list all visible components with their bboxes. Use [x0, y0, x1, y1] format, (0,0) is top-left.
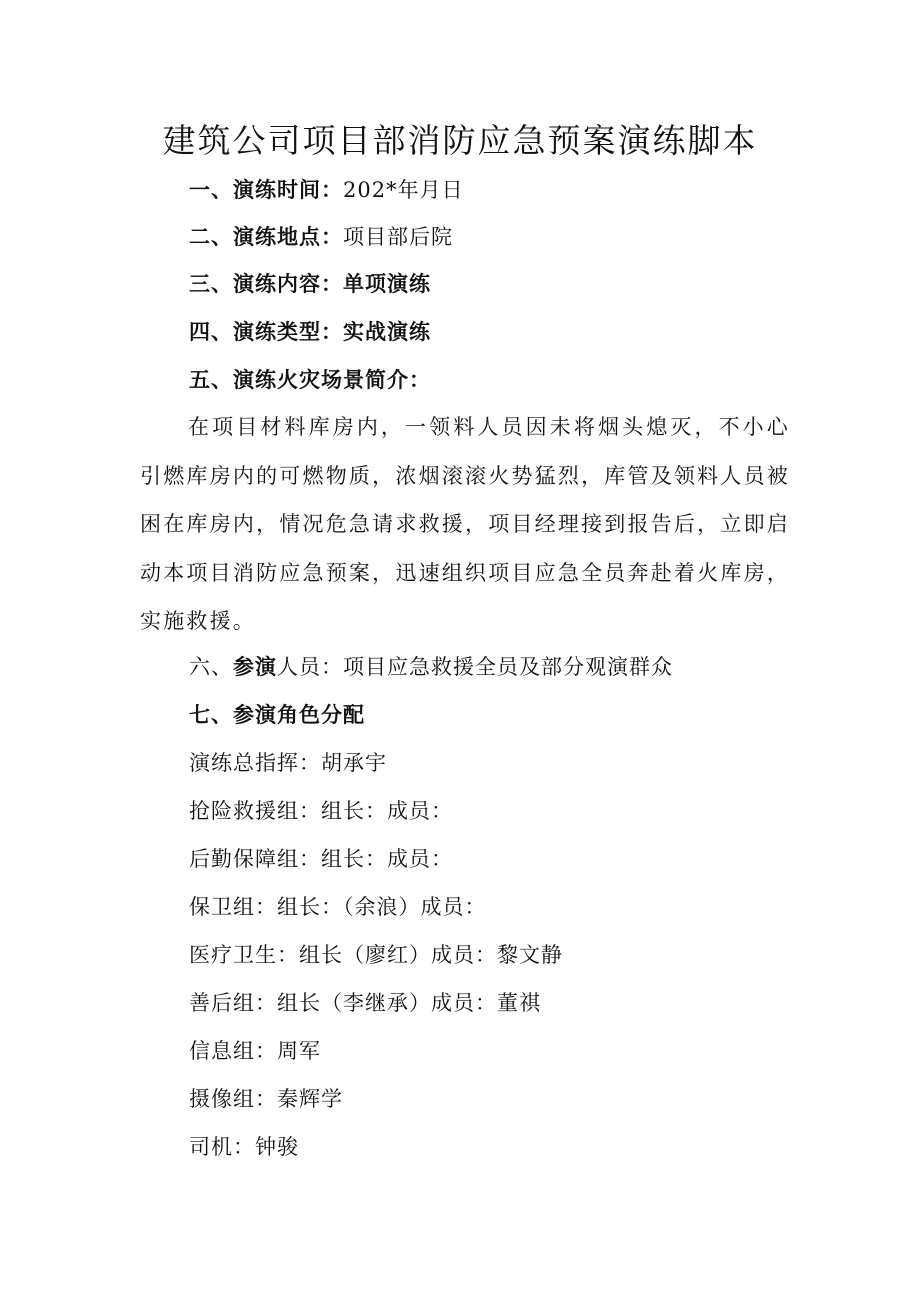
scenario-paragraph: 在项目材料库房内，一领料人员因未将烟头熄灭，不小心引燃库房内的可燃物质，浓烟滚滚火势猛烈，库管及领料人员被困在库房内，情况危急请求救援，项目经理接到报告后，立即启动本项目消防应急预案，迅速组织项目应急全员奔赴着火库房，实施救援。: [140, 415, 790, 633]
section-participants: [189, 652, 673, 682]
section-label: 四、演练类型：: [189, 319, 343, 344]
section-scenario-heading: [189, 365, 431, 395]
role-line: 后勤保障组：组长：成员：: [189, 847, 453, 871]
role-line: 司机：钟骏: [189, 1135, 299, 1159]
section-drill-time: [189, 175, 464, 205]
role-line: 抢险救援组：组长：成员：: [189, 799, 453, 823]
role-line: 演练总指挥：胡承宇: [189, 751, 387, 775]
section-role-assignment-heading: [189, 700, 365, 730]
section-drill-type: [189, 317, 431, 347]
document-title: 建筑公司项目部消防应急预案演练脚本: [162, 121, 758, 160]
role-line: 医疗卫生：组长（廖红）成员：黎文静: [189, 943, 563, 967]
role-line: 摄像组：秦辉学: [189, 1087, 343, 1111]
role-line: 保卫组：组长：（余浪）成员：: [189, 895, 487, 919]
section-prefix: 六、: [189, 655, 233, 679]
section-value: 202*年月日: [343, 178, 464, 202]
section-label: 五、演练火灾场景简介：: [189, 367, 431, 392]
section-value: 单项演练: [343, 271, 431, 296]
section-bold-word: 参演: [233, 654, 277, 679]
section-value: 实战演练: [343, 319, 431, 344]
section-value: 人员：项目应急救援全员及部分观演群众: [277, 655, 673, 679]
section-drill-location: [189, 222, 453, 252]
section-label: 一、演练时间：: [189, 177, 343, 202]
section-label: 七、参演角色分配: [189, 702, 365, 727]
section-label: 二、演练地点：: [189, 224, 343, 249]
role-line: 信息组：周军: [189, 1039, 321, 1063]
section-drill-content: [189, 269, 431, 299]
section-value: 项目部后院: [343, 225, 453, 249]
role-line: 善后组：组长（李继承）成员：董祺: [189, 991, 541, 1015]
section-label: 三、演练内容：: [189, 271, 343, 296]
